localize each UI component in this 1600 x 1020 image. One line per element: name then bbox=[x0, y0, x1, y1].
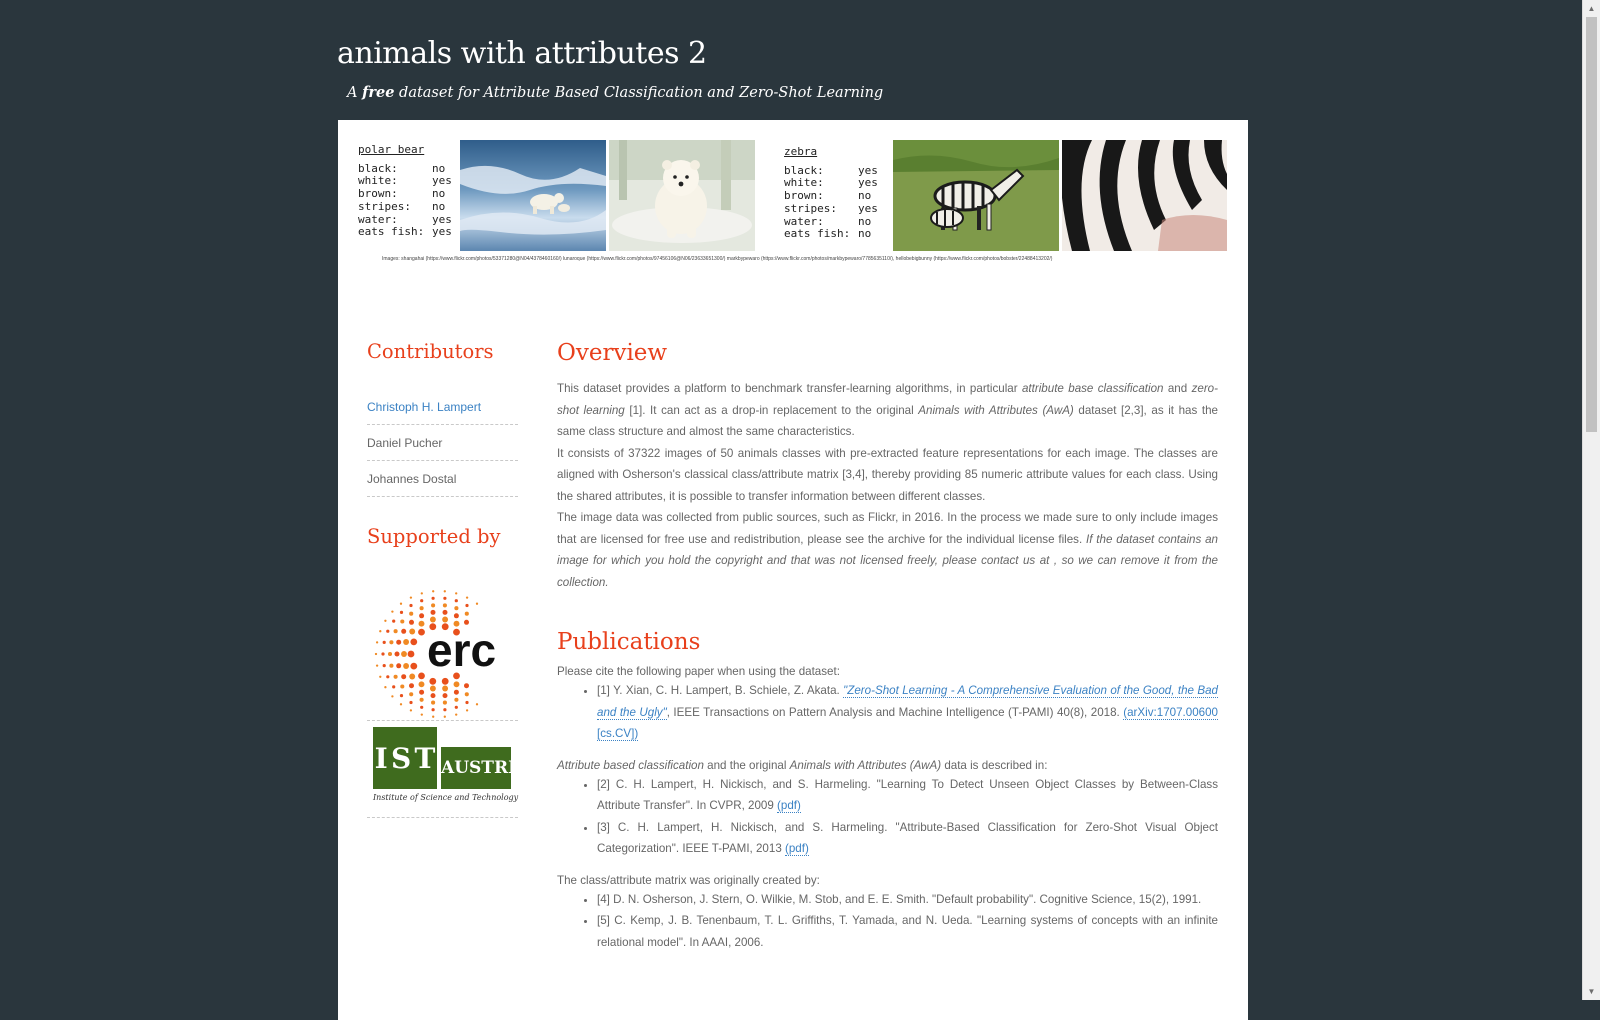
erc-dot bbox=[455, 713, 457, 715]
erc-dot bbox=[442, 678, 449, 685]
image-credit: Images: shangahai (https://www.flickr.com/photos/53371280@N04/4378460160/) lunaroque (https://www.flickr.com/photos/97456106@N06/23633651300/) markbypewaro (https://www.flickr.com/photos/markbypewaro/7785635110/), hellobebigbunny (https://www.flickr.com/photos/bobster/22488413202/) bbox=[382, 256, 1053, 262]
erc-dot bbox=[409, 604, 412, 607]
erc-dot bbox=[431, 603, 435, 607]
erc-dot bbox=[431, 610, 436, 615]
overview-paragraph-3: The image data was collected from public sources, such as Flickr, in 2016. In the process we made sure to only include images that are licensed for free use and redistribution, please see the archive for the individual license files. If the dataset contains an image for which you hold the copyright and that was not licensed freely, please contact us at , so we can remove it from the collection. bbox=[557, 511, 1218, 589]
erc-dot bbox=[443, 603, 447, 607]
erc-dot bbox=[394, 675, 398, 679]
erc-dot bbox=[455, 592, 457, 594]
erc-dot bbox=[442, 617, 448, 623]
overview-paragraph-1: This dataset provides a platform to benchmark transfer-learning algorithms, in particular attribute base classification and zero-shot learning [1]. It can act as a drop-in replacement to the original Animals with Attributes (AwA) dataset [2,3], as it has the same class structure and almost the same characteristics. bbox=[557, 382, 1218, 438]
reference-4: • [4] D. N. Osherson, J. Stern, O. Wilkie, M. Stob, and E. E. Smith. "Default probability". Cognitive Science, 15(2), 1991. bbox=[597, 889, 1218, 911]
erc-dot bbox=[381, 652, 384, 655]
main-content bbox=[557, 340, 1218, 953]
erc-dot bbox=[465, 692, 469, 696]
erc-dot bbox=[432, 597, 435, 600]
contributors-list bbox=[367, 389, 518, 497]
erc-dot bbox=[431, 701, 435, 705]
erc-dot bbox=[430, 686, 436, 692]
erc-dot bbox=[409, 620, 414, 625]
reference-3: • [3] C. H. Lampert, H. Nickisch, and S. Harmeling. "Attribute-Based Classification for Zero-Shot Visual Object Categorization". IEEE T-PAMI, 2013 (pdf) bbox=[597, 817, 1218, 860]
erc-dot bbox=[388, 652, 392, 656]
content-card bbox=[338, 120, 1248, 1020]
awa-lead: Attribute based classification and the original Animals with Attributes (AwA) data is described in: bbox=[557, 758, 1048, 772]
scroll-down-arrow-icon[interactable]: ▼ bbox=[1587, 987, 1596, 996]
erc-dot bbox=[401, 651, 407, 657]
erc-dot bbox=[384, 686, 386, 688]
pdf-link[interactable]: (pdf) bbox=[777, 799, 801, 812]
erc-dot bbox=[443, 708, 446, 711]
erc-dot bbox=[409, 612, 413, 616]
paper-link[interactable]: "Zero-Shot Learning - A Comprehensive Evaluation of the Good, the Bad and the Ugly" bbox=[597, 684, 1219, 719]
erc-dot bbox=[409, 629, 415, 635]
erc-dot bbox=[476, 603, 478, 605]
erc-dot bbox=[410, 663, 417, 670]
citation-list bbox=[557, 680, 1218, 745]
banner bbox=[338, 120, 1248, 270]
erc-dot bbox=[400, 684, 404, 688]
erc-dot bbox=[420, 698, 424, 702]
erc-dot bbox=[418, 673, 425, 680]
erc-dot bbox=[396, 663, 401, 668]
ist-subtitle: Institute of Science and Technology bbox=[373, 793, 519, 802]
ist-letter: T bbox=[414, 741, 436, 775]
polar-bear-ice-photo bbox=[460, 140, 606, 251]
erc-logo-text: erc bbox=[427, 624, 497, 676]
erc-dot bbox=[419, 621, 425, 627]
erc-dot bbox=[420, 706, 423, 709]
erc-dot bbox=[421, 713, 423, 715]
vertical-scrollbar[interactable] bbox=[1582, 0, 1600, 1000]
erc-dot bbox=[386, 675, 389, 678]
erc-dot bbox=[386, 630, 389, 633]
erc-dot bbox=[391, 610, 393, 612]
arxiv-link[interactable]: (arXiv:1707.00600 [cs.CV]) bbox=[597, 705, 1218, 740]
erc-dot bbox=[465, 604, 468, 607]
erc-dot bbox=[410, 639, 417, 646]
erc-dot bbox=[400, 694, 403, 697]
erc-dot bbox=[466, 596, 468, 598]
erc-dot bbox=[400, 703, 402, 705]
erc-dot bbox=[432, 716, 434, 718]
erc-dot bbox=[432, 708, 435, 711]
contributor-item: Johannes Dostal bbox=[367, 461, 518, 497]
erc-dot bbox=[420, 606, 424, 610]
ist-austria-logo[interactable] bbox=[367, 727, 530, 818]
contributors-heading: Contributors bbox=[367, 340, 494, 363]
erc-logo[interactable] bbox=[367, 590, 518, 721]
site-tagline: A free dataset for Attribute Based Classification and Zero-Shot Learning bbox=[347, 84, 884, 101]
erc-dot bbox=[443, 701, 447, 705]
erc-dot bbox=[465, 612, 469, 616]
erc-dot bbox=[383, 641, 386, 644]
erc-dot bbox=[396, 640, 401, 645]
erc-dot bbox=[443, 610, 448, 615]
erc-dot bbox=[429, 678, 436, 685]
erc-dot bbox=[394, 629, 398, 633]
erc-dot bbox=[455, 599, 458, 602]
erc-dot bbox=[442, 686, 448, 692]
erc-dot bbox=[444, 590, 446, 592]
erc-dot bbox=[400, 611, 403, 614]
animal-attributes-polar-bear: polar bear black: no white: yes brown: no stripes: no water: yes eats fish: yes bbox=[358, 143, 452, 239]
matrix-lead: The class/attribute matrix was originally created by: bbox=[557, 873, 820, 887]
ist-letter: I bbox=[374, 741, 388, 775]
erc-dot bbox=[389, 664, 393, 668]
erc-dot bbox=[454, 681, 460, 687]
erc-dot bbox=[454, 606, 458, 610]
erc-dot bbox=[421, 592, 423, 594]
animal-attributes-zebra: zebra black: yes white: yes brown: no stripes: yes water: no eats fish: no bbox=[784, 145, 878, 241]
erc-dot bbox=[476, 703, 478, 705]
erc-dot bbox=[375, 653, 377, 655]
cite-lead: Please cite the following paper when using the dataset: bbox=[557, 665, 840, 678]
erc-dot bbox=[409, 683, 414, 688]
erc-dot bbox=[454, 613, 459, 618]
zebras-savanna-photo bbox=[893, 140, 1059, 251]
matrix-reference-list bbox=[557, 889, 1218, 954]
erc-dot bbox=[401, 674, 406, 679]
erc-dot bbox=[466, 709, 468, 711]
erc-dot bbox=[444, 716, 446, 718]
reference-2: • [2] C. H. Lampert, H. Nickisch, and S. Harmeling. "Learning To Detect Unseen Object Classes by Between-Class Attribute Transfer". In CVPR, 2009 (pdf) bbox=[597, 774, 1218, 817]
erc-dot bbox=[392, 685, 395, 688]
contributor-item: Daniel Pucher bbox=[367, 425, 518, 461]
erc-dot bbox=[418, 629, 425, 636]
erc-dot bbox=[409, 701, 412, 704]
erc-dot bbox=[430, 617, 436, 623]
erc-dot bbox=[389, 640, 393, 644]
erc-dot bbox=[376, 641, 378, 643]
pdf-link[interactable]: (pdf) bbox=[785, 842, 809, 855]
erc-dot bbox=[409, 692, 413, 696]
erc-dot bbox=[403, 663, 409, 669]
erc-dot bbox=[409, 674, 415, 680]
site-title: animals with attributes 2 bbox=[337, 36, 707, 71]
overview-paragraph-2: It consists of 37322 images of 50 animals classes with pre-extracted feature representations for each image. The classes are aligned with Osherson's classical class/attribute matrix [3,4], thereby providing 85 numeric attribute values for each class. Using the shared attributes, it is possible to transfer information between different classes. bbox=[557, 446, 1218, 503]
erc-dot bbox=[419, 690, 424, 695]
erc-dot bbox=[384, 620, 386, 622]
scroll-up-arrow-icon[interactable]: ▲ bbox=[1587, 4, 1596, 13]
erc-dot bbox=[403, 639, 409, 645]
erc-dot bbox=[465, 701, 468, 704]
erc-dot bbox=[432, 590, 434, 592]
erc-dot bbox=[455, 706, 458, 709]
overview-heading: Overview bbox=[557, 340, 668, 366]
sidebar bbox=[367, 340, 530, 818]
scrollbar-thumb[interactable] bbox=[1586, 17, 1597, 432]
erc-dot bbox=[383, 664, 386, 667]
erc-dot bbox=[431, 693, 436, 698]
publications-heading: Publications bbox=[557, 629, 701, 655]
erc-dot bbox=[400, 619, 404, 623]
erc-dot bbox=[454, 698, 458, 702]
erc-dot bbox=[376, 664, 378, 666]
erc-dot bbox=[400, 603, 402, 605]
ist-word: AUSTRIA bbox=[441, 747, 511, 789]
reference-1: • [1] Y. Xian, C. H. Lampert, B. Schiele, Z. Akata. "Zero-Shot Learning - A Comprehensive Evaluation of the Good, the Bad and the Ugly", IEEE Transactions on Pattern Analysis and Machine Intelligence (T-PAMI) 40(8), 2018. (arXiv:1707.00600 [cs.CV]) bbox=[597, 680, 1218, 745]
erc-dot bbox=[419, 681, 425, 687]
contributor-link[interactable]: Christoph H. Lampert bbox=[367, 389, 518, 425]
awa-reference-list bbox=[557, 774, 1218, 860]
erc-dot bbox=[408, 651, 415, 658]
erc-dot bbox=[419, 613, 424, 618]
erc-dot bbox=[464, 683, 469, 688]
erc-dot bbox=[443, 693, 448, 698]
reference-5: • [5] C. Kemp, J. B. Tenenbaum, T. L. Griffiths, T. Yamada, and N. Ueda. "Learning systems of concepts with an infinite relational model". In AAAI, 2006. bbox=[597, 910, 1218, 953]
supported-by-heading: Supported by bbox=[367, 525, 501, 548]
erc-dot bbox=[379, 676, 381, 678]
erc-dot bbox=[410, 709, 412, 711]
erc-dot bbox=[379, 630, 381, 632]
erc-dot bbox=[395, 652, 400, 657]
erc-dot bbox=[443, 597, 446, 600]
polar-bear-cub-photo bbox=[609, 140, 755, 251]
erc-dot bbox=[420, 599, 423, 602]
ist-letter: S bbox=[391, 741, 412, 775]
erc-dot bbox=[391, 695, 393, 697]
zebra-closeup-photo bbox=[1062, 140, 1227, 251]
erc-dot bbox=[392, 620, 395, 623]
erc-dot bbox=[410, 596, 412, 598]
erc-dot bbox=[401, 629, 406, 634]
erc-dot bbox=[454, 690, 459, 695]
